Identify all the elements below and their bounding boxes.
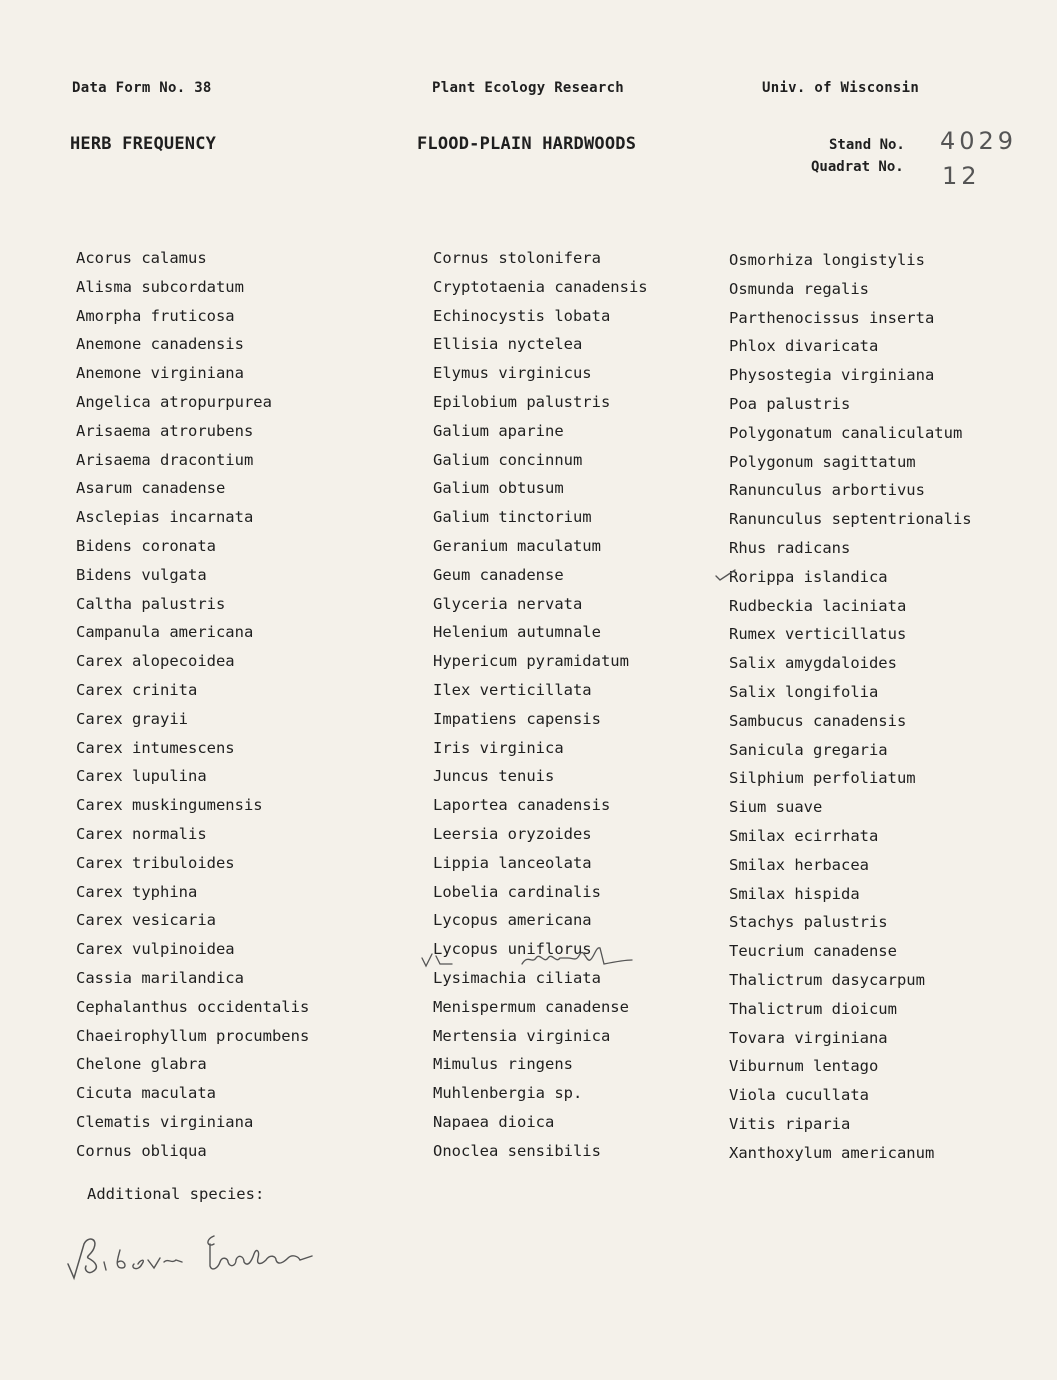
species-item: Helenium autumnale [433,623,601,642]
form-title: HERB FREQUENCY [70,134,217,154]
species-item: Viola cucullata [729,1086,869,1105]
species-item: Clematis virginiana [76,1112,254,1131]
species-item: Asclepias incarnata [76,508,254,527]
species-column-3 [729,246,972,1168]
species-item: Geum canadense [433,565,564,584]
species-item: Ilex verticillata [433,680,592,699]
species-item: Sanicula gregaria [729,740,888,759]
species-item: Arisaema dracontium [76,450,254,469]
species-item: Silphium perfoliatum [729,769,916,788]
species-item: Salix longifolia [729,682,879,701]
species-item: Carex grayii [76,709,188,728]
species-item: Chaeirophyllum procumbens [76,1026,310,1045]
species-item: Anemone virginiana [76,364,244,383]
species-item: Carex intumescens [76,738,235,757]
species-item: Xanthoxylum americanum [729,1143,935,1162]
quadrat-label: Quadrat No. [811,159,904,175]
species-item: Bidens coronata [76,536,216,555]
species-item: Bidens vulgata [76,565,207,584]
species-item: Napaea dioica [433,1112,555,1131]
species-item: Galium tinctorium [433,508,592,527]
species-item: Arisaema atrorubens [76,421,254,440]
species-item: Lysimachia ciliata [433,968,601,987]
species-item: Campanula americana [76,623,254,642]
species-item: Hypericum pyramidatum [433,652,629,671]
species-item: Rumex verticillatus [729,625,907,644]
research-program: Plant Ecology Research [432,80,625,96]
species-item: Carex tribuloides [76,853,235,872]
species-item: Cornus stolonifera [433,249,601,267]
species-item: Stachys palustris [729,913,888,932]
species-item: Tovara virginiana [729,1028,888,1047]
species-item: Ellisia nyctelea [433,335,583,354]
species-item: Cicuta maculata [76,1084,216,1103]
species-item: Viburnum lentago [729,1057,879,1076]
species-item: Carex alopecoidea [76,652,235,671]
species-item: Echinocystis lobata [433,306,611,325]
species-item: Polygonum sagittatum [729,452,916,471]
species-item: Impatiens capensis [433,709,601,728]
additional-species-label: Additional species: [87,1185,265,1203]
species-item: Cassia marilandica [76,968,244,987]
lycopus-handwritten-mark [418,940,636,974]
species-item: Geranium maculatum [433,536,601,555]
species-item: Amorpha fruticosa [76,306,235,325]
species-item: Iris virginica [433,738,564,757]
species-item: Galium obtusum [433,479,564,498]
species-item: Carex muskingumensis [76,796,263,815]
species-item: Carex vesicaria [76,911,216,930]
rorippa-check-mark [715,566,737,582]
species-item: Galium concinnum [433,450,583,469]
species-item: Smilax ecirrhata [729,826,879,845]
species-item: Rhus radicans [729,538,851,557]
species-column-1 [76,244,309,1166]
species-item: Polygonatum canaliculatum [729,423,963,442]
species-item: Leersia oryzoides [433,824,592,843]
species-item: Angelica atropurpurea [76,392,272,411]
species-item: Laportea canadensis [433,796,611,815]
species-item: Rudbeckia laciniata [729,596,907,615]
species-item: Phlox divaricata [729,337,879,356]
species-item: Rorippa islandica [729,567,888,586]
additional-species-handwriting [64,1218,316,1282]
species-item: Carex normalis [76,824,207,843]
species-item: Lobelia cardinalis [433,882,601,901]
species-item: Thalictrum dasycarpum [729,970,925,989]
stand-label: Stand No. [829,137,905,153]
species-item: Mertensia virginica [433,1026,611,1045]
species-item: Elymus virginicus [433,364,592,383]
species-item: Parthenocissus inserta [729,308,935,327]
form-number: Data Form No. 38 [72,80,212,96]
species-item: Osmunda regalis [729,279,869,298]
species-item: Anemone canadensis [76,335,244,354]
species-item: Onoclea sensibilis [433,1141,601,1160]
species-item: Alisma subcordatum [76,277,244,296]
species-item: Galium aparine [433,421,564,440]
species-item: Carex vulpinoidea [76,940,235,959]
species-item: Acorus calamus [76,249,207,267]
species-item: Glyceria nervata [433,594,583,613]
species-item: Carex crinita [76,680,198,699]
species-item: Smilax herbacea [729,855,869,874]
species-column-2 [433,244,648,1166]
species-item: Cornus obliqua [76,1141,207,1160]
species-item: Osmorhiza longistylis [729,251,925,269]
species-item: Cryptotaenia canadensis [433,277,648,296]
species-item: Sium suave [729,798,823,817]
species-item: Menispermum canadense [433,997,629,1016]
species-item: Asarum canadense [76,479,226,498]
species-item: Poa palustris [729,394,851,413]
species-item: Lycopus uniflorus [433,940,592,959]
species-item: Salix amygdaloides [729,654,897,673]
species-item: Carex typhina [76,882,198,901]
species-item: Lycopus americana [433,911,592,930]
species-item: Teucrium canadense [729,942,897,961]
species-item: Caltha palustris [76,594,226,613]
species-item: Sambucus canadensis [729,711,907,730]
species-item: Chelone glabra [76,1055,207,1074]
species-item: Muhlenbergia sp. [433,1084,583,1103]
species-item: Smilax hispida [729,884,860,903]
species-item: Epilobium palustris [433,392,611,411]
community-title: FLOOD-PLAIN HARDWOODS [417,134,637,154]
species-item: Mimulus ringens [433,1055,573,1074]
species-item: Lippia lanceolata [433,853,592,872]
species-item: Carex lupulina [76,767,207,786]
species-item: Vitis riparia [729,1114,851,1133]
species-item: Ranunculus septentrionalis [729,510,972,529]
stand-number-handwritten: 4029 [940,127,1018,155]
species-item: Cephalanthus occidentalis [76,997,310,1016]
species-item: Juncus tenuis [433,767,555,786]
species-item: Thalictrum dioicum [729,999,897,1018]
quadrat-number-handwritten: 12 [942,162,981,190]
species-item: Physostegia virginiana [729,366,935,385]
institution: Univ. of Wisconsin [762,80,920,96]
species-item: Ranunculus arbortivus [729,481,925,500]
